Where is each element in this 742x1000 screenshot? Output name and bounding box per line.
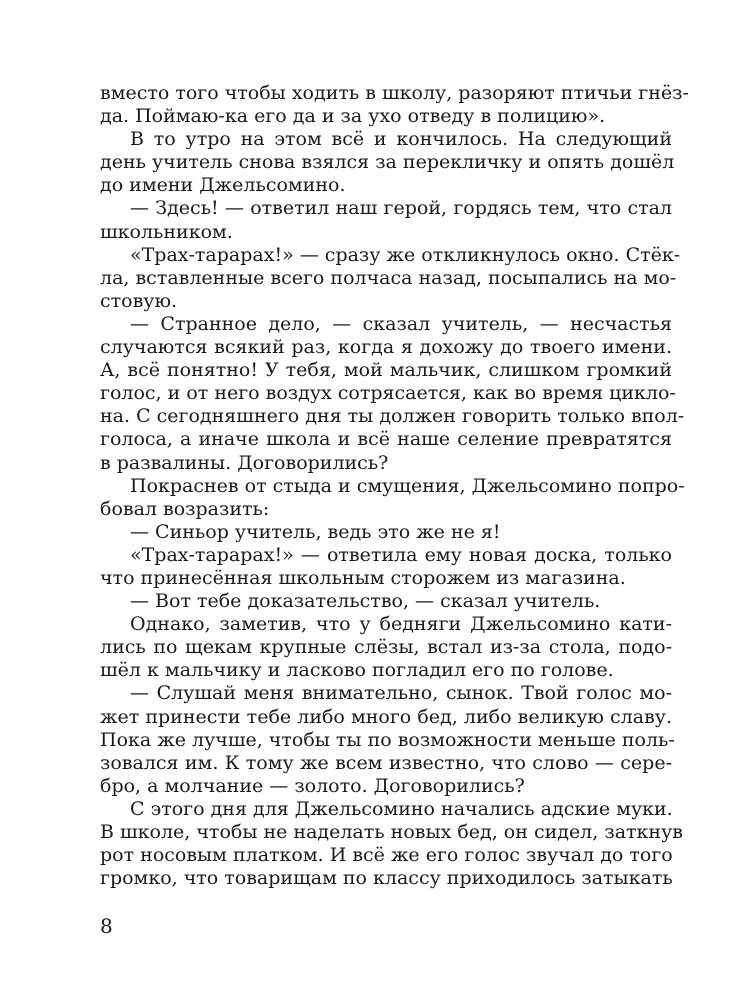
- text-line-14: голос, и от него воздух сотрясается, как во время цикло-: [100, 382, 676, 405]
- page-number: 8: [100, 914, 113, 938]
- text-line-24: Однако, заметив, что у бедняги Джельсомино кати-: [130, 613, 672, 636]
- text-line-7: школьником.: [100, 220, 233, 243]
- text-line-6: — Здесь! — ответил наш герой, гордясь тем, что стал: [130, 197, 672, 220]
- text-line-11: — Странное дело, — сказал учитель, — несчастья: [130, 312, 672, 335]
- text-line-5: до имени Джельсомино.: [100, 174, 346, 197]
- text-line-20: — Синьор учитель, ведь это же не я!: [130, 520, 501, 543]
- text-line-12: случаются всякий раз, когда я дохожу до твоего имени.: [100, 336, 672, 359]
- text-line-34: рот носовым платком. И всё же его голос звучал до того: [100, 844, 673, 867]
- text-line-1: вместо того чтобы ходить в школу, разоряют птичьи гнёз-: [100, 82, 689, 104]
- text-line-29: Пока же лучше, чтобы ты по возможности меньше поль-: [100, 728, 675, 751]
- text-line-32: С этого дня для Джельсомино начались адские муки.: [130, 797, 673, 820]
- text-line-23: — Вот тебе доказательство, — сказал учитель.: [130, 590, 601, 613]
- text-line-26: шёл к мальчику и ласково погладил его по голове.: [100, 659, 614, 682]
- text-line-10: стовую.: [100, 289, 178, 312]
- text-line-21: «Трах-тарарах!» — ответила ему новая доска, только: [130, 543, 672, 566]
- text-line-9: ла, вставленные всего полчаса назад, посыпались на мо-: [100, 266, 677, 289]
- text-line-25: лись по щекам крупные слёзы, встал из-за стола, подо-: [100, 636, 672, 659]
- text-line-28: жет принести тебе либо много бед, либо великую славу.: [100, 705, 672, 728]
- page-text: [100, 82, 689, 890]
- text-line-22: что принесённая школьным сторожем из магазина.: [100, 566, 626, 589]
- text-line-16: голоса, а иначе школа и всё наше селение превратятся: [100, 428, 672, 451]
- text-line-30: зовался им. К тому же всем известно, что слово — сере-: [100, 751, 672, 774]
- text-line-8: «Трах-тарарах!» — сразу же откликнулось окно. Стёк-: [130, 243, 681, 266]
- text-line-17: в развалины. Договорились?: [100, 451, 389, 474]
- text-line-3: В то утро на этом всё и кончилось. На следующий: [130, 128, 672, 151]
- text-line-13: А, всё понятно! У тебя, мой мальчик, слишком громкий: [100, 359, 672, 382]
- text-line-27: — Слушай меня внимательно, сынок. Твой голос мо-: [130, 682, 672, 705]
- text-line-4: день учитель снова взялся за перекличку и опять дошёл: [100, 151, 675, 174]
- text-line-18: Покраснев от стыда и смущения, Джельсомино попро-: [130, 474, 685, 497]
- text-line-19: бовал возразить:: [100, 497, 270, 520]
- text-line-15: на. С сегодняшнего дня ты должен говорить только впол-: [100, 405, 685, 428]
- text-line-35: громко, что товарищам по классу приходилось затыкать: [100, 867, 673, 890]
- text-line-2: да. Поймаю-ка его да и за ухо отведу в полицию».: [100, 105, 606, 128]
- text-line-31: бро, а молчание — золото. Договорились?: [100, 774, 525, 797]
- text-line-33: В школе, чтобы не наделать новых бед, он сидел, заткнув: [100, 821, 683, 843]
